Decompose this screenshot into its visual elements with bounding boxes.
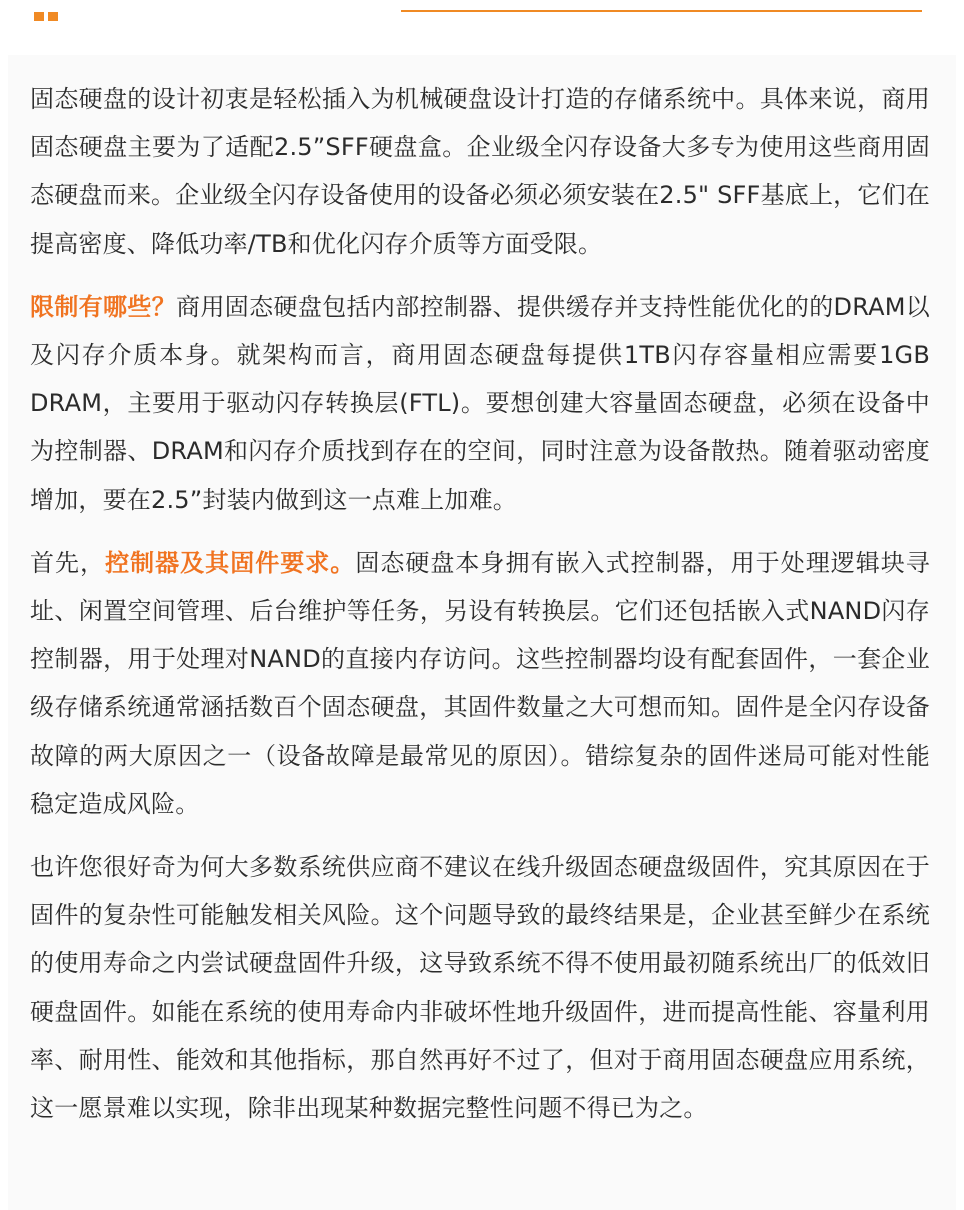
paragraph-1: [30, 75, 930, 268]
paragraph-4: [30, 843, 930, 1132]
paragraph-text: 也许您很好奇为何大多数系统供应商不建议在线升级固态硬盘级固件，究其原因在于固件的复杂性可能触发相关风险。这个问题导致的最终结果是，企业甚至鲜少在系统的使用寿命之内尝试硬盘固件升级，这导致系统不得不使用最初随系统出厂的低效旧硬盘固件。如能在系统的使用寿命内非破坏性地升级固件，进而提高性能、容量利用率、耐用性、能效和其他指标，那自然再好不过了，但对于商用固态硬盘应用系统，这一愿景难以实现，除非出现某种数据完整性问题不得已为之。: [30, 853, 930, 1123]
paragraph-highlight: 限制有哪些？: [30, 292, 177, 321]
paragraph-lead: 首先，: [30, 548, 106, 577]
paragraph-3: [30, 539, 930, 828]
paragraph-highlight: 控制器及其固件要求。: [105, 548, 356, 577]
article-body: [8, 55, 956, 1210]
paragraph-text: 商用固态硬盘包括内部控制器、提供缓存并支持性能优化的的DRAM以及闪存介质本身。就架构而言，商用固态硬盘每提供1TB闪存容量相应需要1GB DRAM，主要用于驱动闪存转换层(FTL)。要想创建大容量固态硬盘，必须在设备中为控制器、DRAM和闪存介质找到存在的空间，同时注意为设备散热。随着驱动密度增加，要在2.5”封装内做到这一点难上加难。: [30, 292, 930, 514]
orange-square-decoration: [34, 12, 44, 21]
header-divider: [401, 10, 922, 12]
paragraph-2: [30, 283, 930, 524]
orange-square-decoration: [48, 12, 58, 21]
paragraph-text: 固态硬盘的设计初衷是轻松插入为机械硬盘设计打造的存储系统中。具体来说，商用固态硬盘主要为了适配2.5”SFF硬盘盒。企业级全闪存设备大多专为使用这些商用固态硬盘而来。企业级全闪存设备使用的设备必须必须安装在2.5" SFF基底上，它们在提高密度、降低功率/TB和优化闪存介质等方面受限。: [30, 85, 930, 258]
paragraph-text: 固态硬盘本身拥有嵌入式控制器，用于处理逻辑块寻址、闲置空间管理、后台维护等任务，另设有转换层。它们还包括嵌入式NAND闪存控制器，用于处理对NAND的直接内存访问。这些控制器均设有配套固件，一套企业级存储系统通常涵括数百个固态硬盘，其固件数量之大可想而知。固件是全闪存设备故障的两大原因之一（设备故障是最常见的原因）。错综复杂的固件迷局可能对性能稳定造成风险。: [30, 548, 931, 818]
header-bar: [0, 0, 964, 55]
